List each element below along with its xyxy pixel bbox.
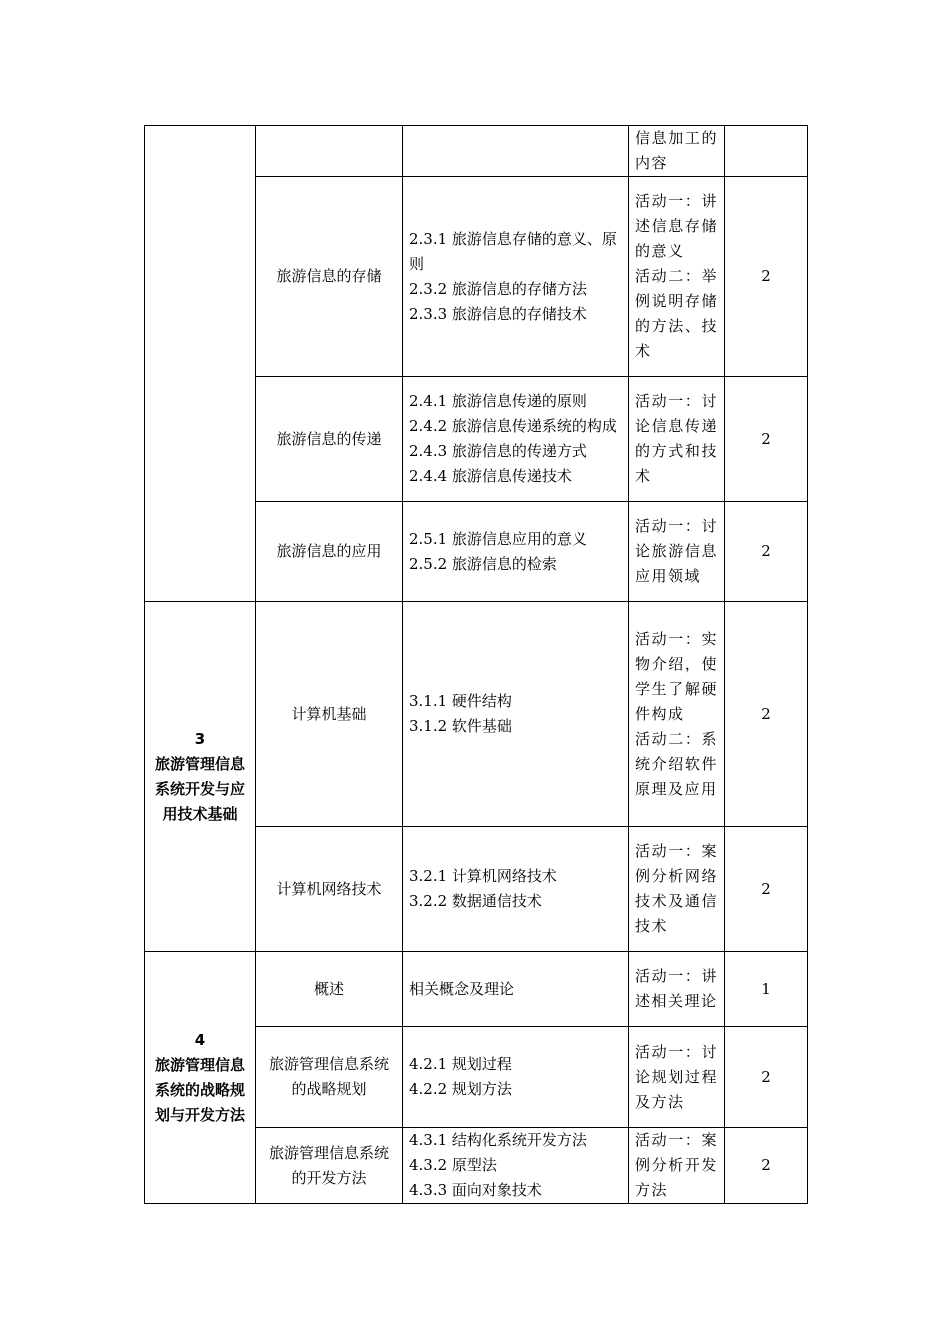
syllabus-table — [144, 125, 808, 1204]
content-cell — [403, 952, 629, 1027]
section-cell: 计算机基础 — [256, 602, 403, 827]
content-cell — [403, 502, 629, 602]
section-cell: 旅游管理信息系统的开发方法 — [256, 1128, 403, 1204]
table-row — [145, 126, 808, 177]
content-line: 2.4.2 旅游信息传递系统的构成 — [409, 417, 617, 435]
activity-line: 活动一：讨论旅游信息应用领域 — [635, 517, 718, 585]
content-line: 3.2.1 计算机网络技术 — [409, 867, 557, 885]
section-cell: 旅游信息的应用 — [256, 502, 403, 602]
content-line: 3.1.1 硬件结构 — [409, 692, 512, 710]
content-line: 4.2.1 规划过程 — [409, 1055, 512, 1073]
activity-cell — [629, 952, 725, 1027]
activity-line: 活动一：讲述相关理论 — [635, 967, 718, 1010]
table-row — [145, 952, 808, 1027]
activity-line: 信息加工的内容 — [635, 129, 718, 172]
content-line: 3.1.2 软件基础 — [409, 717, 512, 735]
content-line: 2.4.1 旅游信息传递的原则 — [409, 392, 587, 410]
section-cell: 旅游信息的存储 — [256, 177, 403, 377]
content-line: 相关概念及理论 — [409, 979, 515, 998]
section-cell: 计算机网络技术 — [256, 827, 403, 952]
content-line: 2.4.4 旅游信息传递技术 — [409, 467, 572, 485]
content-cell — [403, 377, 629, 502]
chapter-number: 3 — [194, 729, 206, 748]
activity-cell — [629, 827, 725, 952]
content-cell — [403, 1027, 629, 1128]
section-cell: 旅游管理信息系统的战略规划 — [256, 1027, 403, 1128]
hours-cell: 1 — [725, 952, 808, 1027]
activity-line: 活动一：讲述信息存储的意义 — [635, 192, 718, 260]
activity-line: 活动一：讨论规划过程及方法 — [635, 1042, 718, 1111]
activity-cell — [629, 126, 725, 177]
activity-cell — [629, 602, 725, 827]
activity-cell — [629, 502, 725, 602]
content-cell — [403, 827, 629, 952]
hours-cell: 2 — [725, 1027, 808, 1128]
hours-cell: 2 — [725, 502, 808, 602]
chapter-number: 4 — [194, 1030, 206, 1049]
content-line: 2.5.1 旅游信息应用的意义 — [409, 529, 587, 548]
activity-cell — [629, 377, 725, 502]
hours-cell: 2 — [725, 177, 808, 377]
activity-line: 活动一：案例分析开发方法 — [635, 1131, 718, 1199]
section-cell — [256, 126, 403, 177]
chapter-cell — [145, 602, 256, 952]
content-line: 4.3.3 面向对象技术 — [409, 1181, 542, 1199]
activity-line: 活动一：实物介绍，使学生了解硬件构成 — [635, 629, 718, 723]
chapter-cell-continued — [145, 126, 256, 602]
section-cell: 概述 — [256, 952, 403, 1027]
hours-cell: 2 — [725, 827, 808, 952]
content-line: 2.3.3 旅游信息的存储技术 — [409, 304, 587, 323]
hours-cell: 2 — [725, 377, 808, 502]
section-cell: 旅游信息的传递 — [256, 377, 403, 502]
activity-line: 活动二：系统介绍软件原理及应用 — [635, 729, 718, 798]
content-line: 4.2.2 规划方法 — [409, 1080, 512, 1098]
content-line: 2.3.2 旅游信息的存储方法 — [409, 279, 587, 298]
hours-cell — [725, 126, 808, 177]
content-cell — [403, 1128, 629, 1204]
activity-cell — [629, 177, 725, 377]
activity-line: 活动二：举例说明存储的方法、技术 — [635, 267, 718, 360]
content-line: 2.3.1 旅游信息存储的意义、原则 — [409, 229, 617, 273]
hours-cell: 2 — [725, 602, 808, 827]
content-line: 3.2.2 数据通信技术 — [409, 892, 542, 910]
activity-line: 活动一：案例分析网络技术及通信技术 — [635, 842, 718, 935]
table-row — [145, 602, 808, 827]
content-line: 4.3.1 结构化系统开发方法 — [409, 1131, 587, 1149]
content-cell — [403, 602, 629, 827]
activity-line: 活动一：讨论信息传递的方式和技术 — [635, 392, 718, 485]
activity-cell — [629, 1128, 725, 1204]
hours-cell: 2 — [725, 1128, 808, 1204]
content-line: 2.4.3 旅游信息的传递方式 — [409, 442, 587, 460]
chapter-title: 旅游管理信息系统的战略规划与开发方法 — [154, 1055, 245, 1124]
content-cell — [403, 126, 629, 177]
content-line: 2.5.2 旅游信息的检索 — [409, 554, 557, 573]
content-line: 4.3.2 原型法 — [409, 1156, 497, 1174]
activity-cell — [629, 1027, 725, 1128]
content-cell — [403, 177, 629, 377]
chapter-title: 旅游管理信息系统开发与应用技术基础 — [154, 754, 245, 823]
chapter-cell — [145, 952, 256, 1204]
